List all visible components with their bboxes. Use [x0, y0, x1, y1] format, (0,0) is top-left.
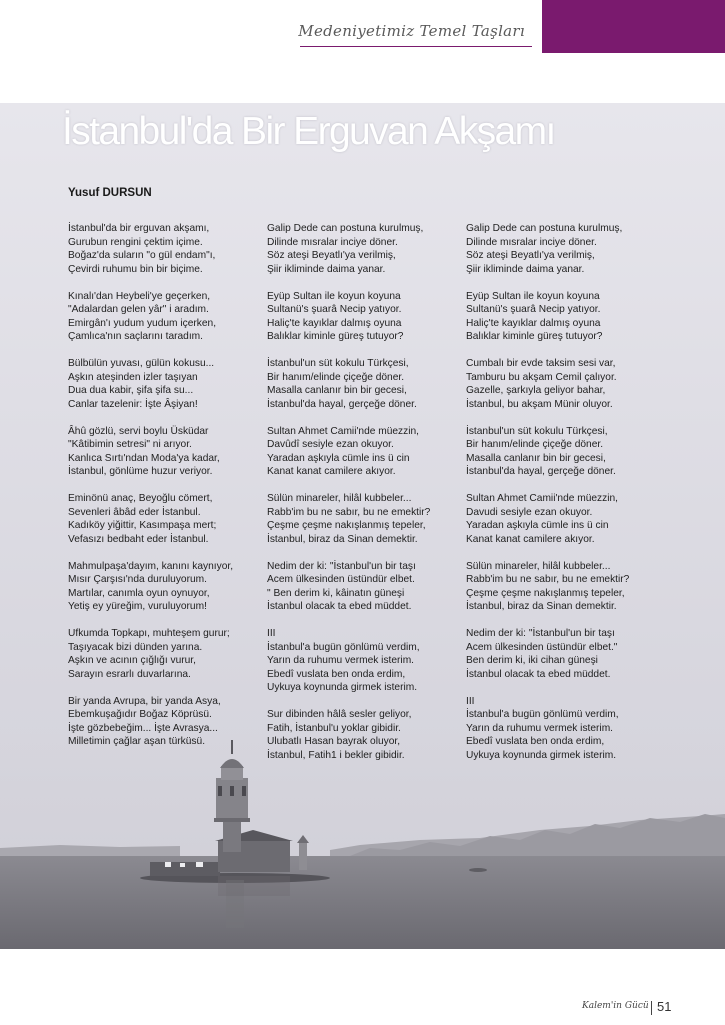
poem-column-3 [466, 222, 676, 776]
poem-line: Eyüp Sultan ile koyun koyuna [267, 290, 401, 302]
stanza [267, 627, 477, 695]
poem-line: Gurubun rengini çektim içime. [68, 236, 203, 248]
poem-line: Kadıköy yiğittir, Kasımpaşa mert; [68, 520, 217, 531]
poem-line: Aşkın ve acının çığlığı vurur, [68, 655, 196, 666]
poem-line: İstanbul'da hayal, gerçeğe döner. [466, 466, 616, 477]
poem-line: Ufkumda Topkapı, muhteşem gurur; [68, 628, 230, 639]
poem-line: Şiir ikliminde daima yanar. [466, 263, 585, 275]
stanza [68, 492, 278, 546]
stanza [466, 492, 676, 546]
magazine-name: Kalem'in Gücü [582, 1001, 649, 1011]
poem-line: Yetiş ey yüreğim, vuruluyorum! [68, 601, 207, 612]
stanza [466, 425, 676, 479]
poem-line: İstanbul'un süt kokulu Türkçesi, [267, 358, 409, 369]
poem-line: İstanbul olacak ta ebed müddet. [466, 668, 611, 680]
poem-line: Ebedî vuslata ben onda erdim, [466, 736, 605, 747]
poem-line: İstanbul, Fatih1 i bekler gibidir. [267, 749, 405, 761]
stanza [267, 357, 477, 411]
poem-line: Kanat kanat camilere akıyor. [267, 466, 396, 477]
poem-line: Sultanü's şuarâ Necip yatıyor. [267, 304, 402, 315]
poem-line: İstanbul, gönlüme huzur veriyor. [68, 466, 213, 477]
section-title: Medeniyetimiz Temel Taşları [298, 22, 525, 40]
poem-line: Bir hanım/elinde çiçeğe döner. [466, 439, 604, 450]
poem-line: Bülbülün yuvası, gülün kokusu... [68, 358, 215, 369]
poem-line: İstanbul, biraz da Sinan demektir. [466, 601, 617, 612]
poem-line: Sarayın esrarlı duvarlarına. [68, 668, 191, 680]
poem-line: Galip Dede can postuna kurulmuş, [466, 223, 623, 234]
poem-line: Balıklar kiminle güreş tutuyor? [267, 331, 404, 342]
poem-line: Sur dibinden hâlâ sesler geliyor, [267, 709, 412, 720]
poem-line: Uykuya koynunda girmek isterim. [267, 682, 418, 693]
poem-line: İstanbul'da hayal, gerçeğe döner. [267, 398, 417, 410]
poem-line: Eminönü anaç, Beyoğlu cömert, [68, 493, 213, 504]
poem-line: Davûdî sesiyle ezan okuyor. [267, 439, 394, 450]
poem-line: Cumbalı bir evde taksim sesi var, [466, 358, 616, 369]
poem-line: Masalla canlanır bin bir gecesi, [267, 385, 407, 396]
poem-line: Fatih, İstanbul'u yoklar gibidir. [267, 722, 401, 734]
poem-line: İstanbul'a bugün gönlümü verdim, [267, 641, 420, 653]
poem-line: Yaradan aşkıyla cümle ins ü cin [466, 520, 609, 531]
poem-line: Yarın da ruhumu vermek isterim. [466, 722, 614, 734]
poem-line: Kanat kanat camilere akıyor. [466, 533, 595, 545]
poem-line: Dilinde mısralar inciye döner. [267, 236, 398, 248]
city-skyline [350, 814, 725, 862]
page-number: 51 [657, 999, 672, 1014]
poem-line: Şiir ikliminde daima yanar. [267, 263, 386, 275]
poem-line: Haliç'te kayıklar dalmış oyuna [267, 317, 402, 329]
poem-line: Nedim der ki: "İstanbul'un bir taşı [466, 628, 615, 639]
stanza [466, 357, 676, 411]
poem-line: Ebemkuşağıdır Boğaz Köprüsü. [68, 709, 212, 720]
stanza [68, 290, 278, 344]
stanza [68, 695, 278, 749]
poem-line: Yarın da ruhumu vermek isterim. [267, 655, 415, 666]
poem-line: Dilinde mısralar inciye döner. [466, 236, 597, 248]
poem-line: Söz ateşi Beyatlı'ya verilmiş, [466, 250, 595, 261]
poem-line: Mısır Çarşısı'nda duruluyorum. [68, 574, 207, 585]
poem-line: Sevenleri âbâd eder İstanbul. [68, 506, 201, 518]
poem-line: "Adalardan gelen yâr" i aradım. [68, 304, 209, 315]
poem-line: İstanbul'a bugün gönlümü verdim, [466, 709, 619, 720]
poem-line: Acem ülkesinden üstündür elbet." [466, 641, 618, 653]
poem-line: İstanbul, biraz da Sinan demektir. [267, 533, 418, 545]
poem-line: Galip Dede can postuna kurulmuş, [267, 223, 424, 234]
poem-line: III [267, 628, 276, 639]
poem-line: Taşıyacak bizi dünden yarına. [68, 641, 203, 653]
poem-line: Nedim der ki: "İstanbul'un bir taşı [267, 560, 416, 572]
footer-separator [651, 1001, 652, 1015]
poem-line: Canlar tazelenir: İşte Âşiyan! [68, 398, 198, 410]
poem-line: Rabb'im bu ne sabır, bu ne emektir? [267, 506, 431, 518]
poem-line: Emirgân'ı yudum yudum içerken, [68, 317, 217, 329]
poem-line: Vefasızı bedbaht eder İstanbul. [68, 533, 209, 545]
stanza [68, 425, 278, 479]
poem-column-2 [267, 222, 477, 776]
poem-line: Sultan Ahmet Camii'nde müezzin, [466, 493, 619, 504]
poem-line: Masalla canlanır bin bir gecesi, [466, 452, 606, 464]
poem-line: İşte gözbebeğim... İşte Avrasya... [68, 722, 218, 734]
poem-line: Acem ülkesinden üstündür elbet. [267, 574, 415, 585]
poem-line: Ebedî vuslata ben onda erdim, [267, 668, 406, 680]
poem-line: İstanbul olacak ta ebed müddet. [267, 601, 412, 612]
poem-line: Dua dua kabir, şifa şifa su... [68, 385, 194, 396]
stanza [267, 560, 477, 614]
poem-line: Kanlıca Sırtı'ndan Moda'ya kadar, [68, 452, 220, 464]
poem-line: İstanbul'da bir erguvan akşamı, [68, 223, 210, 234]
poem-line: "Kâtibimin setresi" ni arıyor. [68, 439, 192, 450]
poem-line: Haliç'te kayıklar dalmış oyuna [466, 317, 601, 329]
poem-line: Bir hanım/elinde çiçeğe döner. [267, 371, 405, 383]
poem-line: Mahmulpaşa'dayım, kanını kaynıyor, [68, 560, 234, 572]
stanza [267, 222, 477, 276]
stanza [68, 560, 278, 614]
poem-line: Tamburu bu akşam Cemil çalıyor. [466, 371, 617, 383]
poem-line: Rabb'im bu ne sabır, bu ne emektir? [466, 574, 630, 585]
poem-line: Milletimin çağlar aşan türküsü. [68, 736, 206, 747]
poem-line: Âhû gözlü, servi boylu Üsküdar [68, 425, 209, 437]
stanza [466, 222, 676, 276]
poem-line: Çamlıca'nın saçlarını taradım. [68, 331, 203, 342]
poem-line: Söz ateşi Beyatlı'ya verilmiş, [267, 250, 396, 261]
poem-line: Sülün minareler, hilâl kubbeler... [466, 560, 611, 572]
poem-line: İstanbul, bu akşam Münir oluyor. [466, 398, 613, 410]
poem-line: Eyüp Sultan ile koyun koyuna [466, 290, 600, 302]
header-rule [300, 46, 532, 47]
poem-line: " Ben derim ki, kâinatın güneşi [267, 587, 405, 599]
poem-line: Çevirdi ruhumu bin bir biçime. [68, 263, 203, 275]
poem-line: Ben derim ki, iki cihan güneşi [466, 655, 598, 666]
stanza [466, 627, 676, 681]
poem-line: Çeşme çeşme nakışlanmış tepeler, [466, 587, 625, 599]
stanza [68, 627, 278, 681]
poem-line: İstanbul'un süt kokulu Türkçesi, [466, 425, 608, 437]
stanza [267, 492, 477, 546]
poem-line: Aşkın ateşinden izler taşıyan [68, 371, 198, 383]
stanza [68, 357, 278, 411]
article-title: İstanbul'da Bir Erguvan Akşamı [62, 110, 555, 153]
poem-column-1 [68, 222, 278, 762]
poem-line: Uykuya koynunda girmek isterim. [466, 749, 617, 761]
poem-line: Yaradan aşkıyla cümle ins ü cin [267, 452, 410, 464]
poem-line: Balıklar kiminle güreş tutuyor? [466, 331, 603, 342]
header-color-band [542, 0, 725, 53]
stanza [466, 560, 676, 614]
poem-line: Gazelle, şarkıyla geliyor bahar, [466, 385, 606, 396]
poem-line: Ulubatlı Hasan bayrak oluyor, [267, 736, 401, 747]
poem-line: Martılar, canımla oyun oynuyor, [68, 587, 210, 599]
poem-line: Çeşme çeşme nakışlanmış tepeler, [267, 520, 426, 531]
poem-line: Sülün minareler, hilâl kubbeler... [267, 493, 412, 504]
poem-line: Bir yanda Avrupa, bir yanda Asya, [68, 695, 221, 707]
stanza [466, 290, 676, 344]
stanza [267, 290, 477, 344]
stanza [267, 425, 477, 479]
poem-line: Sultan Ahmet Camii'nde müezzin, [267, 425, 420, 437]
stanza [466, 695, 676, 763]
author-name: Yusuf DURSUN [68, 187, 152, 199]
poem-line: III [466, 695, 475, 707]
poem-line: Davudi sesiyle ezan okuyor. [466, 506, 593, 518]
poem-line: Boğaz'da suların "o gül endam"ı, [68, 250, 216, 261]
stanza [68, 222, 278, 276]
poem-line: Kınalı'dan Heybeli'ye geçerken, [68, 290, 211, 302]
poem-line: Sultanü's şuarâ Necip yatıyor. [466, 304, 601, 315]
stanza [267, 708, 477, 762]
